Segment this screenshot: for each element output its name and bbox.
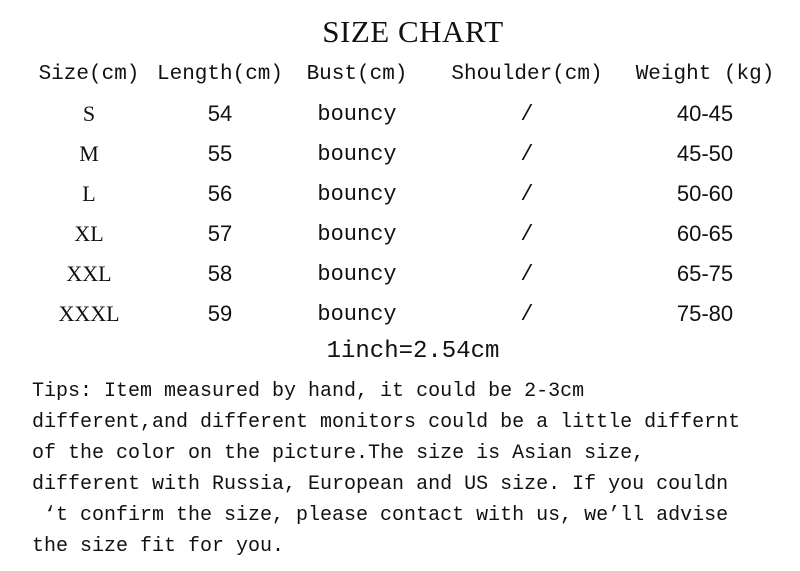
table-row	[28, 254, 780, 294]
cell-shoulder: /	[520, 181, 534, 207]
cell-length: 54	[207, 101, 233, 126]
table-row	[28, 94, 780, 134]
cell-size: XXL	[66, 261, 112, 286]
header-shoulder: Shoulder(cm)	[451, 62, 603, 86]
size-table	[28, 54, 780, 334]
cell-size: XL	[74, 221, 104, 246]
inch-conversion: 1inch=2.54cm	[326, 338, 500, 365]
cell-weight: 60-65	[676, 221, 734, 246]
cell-bust: bouncy	[317, 221, 397, 247]
chart-title: SIZE CHART	[322, 14, 504, 49]
cell-length: 55	[207, 141, 233, 166]
table-row	[28, 294, 780, 334]
table-row	[28, 134, 780, 174]
tips-line: the size fit for you.	[32, 535, 285, 558]
table-row	[28, 174, 780, 214]
cell-size: XXXL	[58, 301, 120, 326]
cell-weight: 65-75	[676, 261, 734, 286]
tips-text	[32, 376, 792, 562]
cell-size: M	[79, 141, 99, 166]
cell-shoulder: /	[520, 101, 534, 127]
header-length: Length(cm)	[156, 62, 284, 86]
cell-size: S	[82, 101, 96, 126]
table-row	[28, 214, 780, 254]
cell-shoulder: /	[520, 261, 534, 287]
cell-length: 56	[207, 181, 233, 206]
cell-bust: bouncy	[317, 261, 397, 287]
cell-weight: 45-50	[676, 141, 734, 166]
cell-weight: 50-60	[676, 181, 734, 206]
cell-shoulder: /	[520, 301, 534, 327]
cell-size: L	[82, 181, 96, 206]
cell-bust: bouncy	[317, 101, 397, 127]
cell-bust: bouncy	[317, 301, 397, 327]
tips-line: Tips: Item measured by hand, it could be 2-3cm	[32, 380, 585, 403]
table-header-row	[28, 54, 780, 94]
tips-line: different,and different monitors could be a little differnt	[32, 411, 741, 434]
tips-line: ‘t confirm the size, please contact with us, we’ll advise	[32, 504, 729, 527]
tips-line: different with Russia, European and US size. If you couldn	[32, 473, 729, 496]
tips-line: of the color on the picture.The size is Asian size,	[32, 442, 645, 465]
header-bust: Bust(cm)	[306, 62, 408, 86]
cell-bust: bouncy	[317, 181, 397, 207]
cell-length: 57	[207, 221, 233, 246]
cell-weight: 75-80	[676, 301, 734, 326]
cell-weight: 40-45	[676, 101, 734, 126]
cell-bust: bouncy	[317, 141, 397, 167]
cell-length: 59	[207, 301, 233, 326]
header-size: Size(cm)	[38, 62, 140, 86]
cell-shoulder: /	[520, 221, 534, 247]
cell-length: 58	[207, 261, 233, 286]
header-weight: Weight (kg)	[635, 62, 775, 86]
cell-shoulder: /	[520, 141, 534, 167]
